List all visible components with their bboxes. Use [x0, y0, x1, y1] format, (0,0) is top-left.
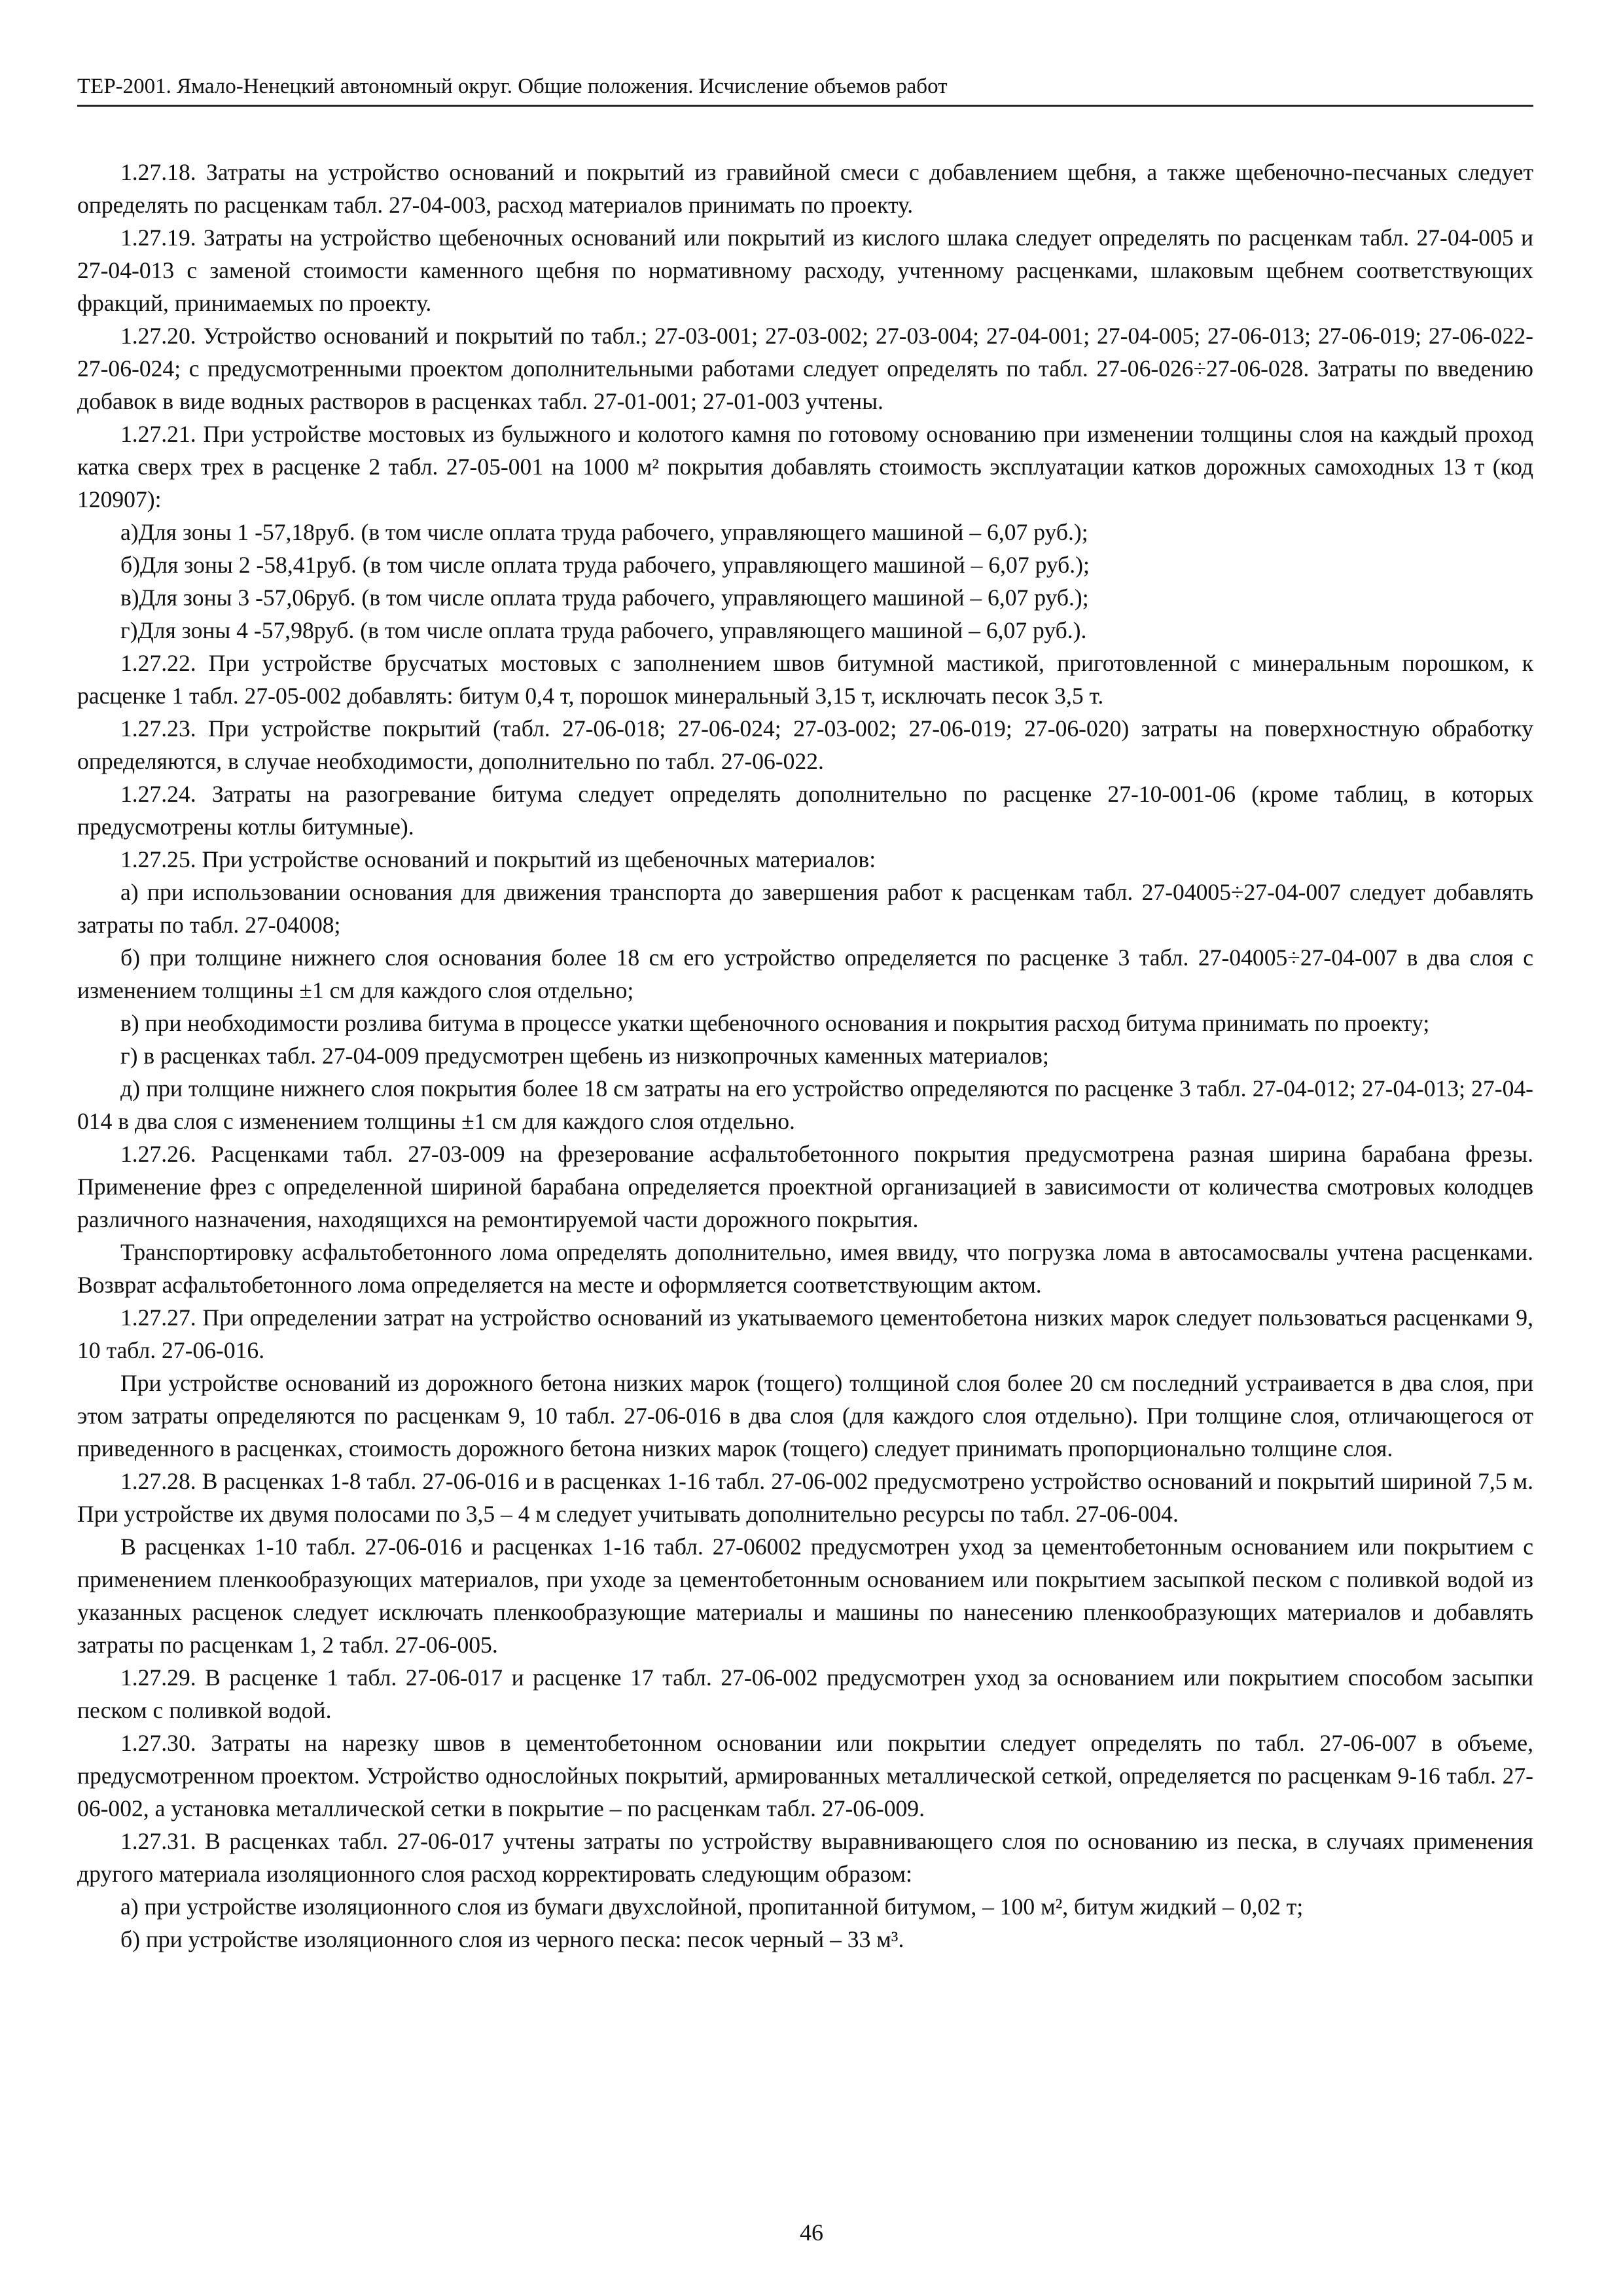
list-item-v: в) при необходимости розлива битума в процессе укатки щебеночного основания и покрытия расход битума принимать по проекту; [120, 1010, 1430, 1036]
paragraph-1-27-25: 1.27.25. При устройстве оснований и покрытий из щебеночных материалов: [120, 846, 876, 872]
paragraph-1-27-30: 1.27.30. Затраты на нарезку швов в цементобетонном основании или покрытии следует определять по табл. 27-06-007 в объеме, предусмотренном проектом. Устройство однослойных покрытий, армированных металлической сеткой, определяется по расценкам 9-16 табл. 27-06-002, а установка металлической сетки в покрытие – по расценкам табл. 27-06-009. [77, 1730, 1533, 1821]
paragraph-1-27-18: 1.27.18. Затраты на устройство оснований и покрытий из гравийной смеси с добавлением щебня, а также щебеночно-песчаных следует определять по расценкам табл. 27-04-003, расход материалов принимать по проекту. [77, 159, 1533, 218]
list-item-b: б) при толщине нижнего слоя основания более 18 см его устройство определяется по расценке 3 табл. 27-04005÷27-04-007 в два слоя с изменением толщины ±1 см для каждого слоя отдельно; [77, 944, 1533, 1003]
paragraph-1-27-22: 1.27.22. При устройстве брусчатых мостовых с заполнением швов битумной мастикой, приготовленной с минеральным порошком, к расценке 1 табл. 27-05-002 добавлять: битум 0,4 т, порошок минеральный 3,15 т, исключать песок 3,5 т. [77, 650, 1533, 709]
list-item-a: а) при использовании основания для движения транспорта до завершения работ к расценкам табл. 27-04005÷27-04-007 следует добавлять затраты по табл. 27-04008; [77, 879, 1533, 938]
paragraph-1-27-27: 1.27.27. При определении затрат на устройство оснований из укатываемого цементобетона низких марок следует пользоваться расценками 9, 10 табл. 27-06-016. [77, 1304, 1533, 1363]
paragraph-1-27-23: 1.27.23. При устройстве покрытий (табл. 27-06-018; 27-06-024; 27-03-002; 27-06-019; 27-06-020) затраты на поверхностную обработку определяются, в случае необходимости, дополнительно по табл. 27-06-022. [77, 715, 1533, 774]
list-item-d: д) при толщине нижнего слоя покрытия более 18 см затраты на его устройство определяются по расценке 3 табл. 27-04-012; 27-04-013; 27-04-014 в два слоя с изменением толщины ±1 см для каждого слоя отдельно. [77, 1075, 1533, 1134]
running-header: ТЕР-2001. Ямало-Ненецкий автономный округ. Общие положения. Исчисление объемов работ [77, 73, 1533, 107]
paragraph-1-27-19: 1.27.19. Затраты на устройство щебеночных оснований или покрытий из кислого шлака следует определять по расценкам табл. 27-04-005 и 27-04-013 с заменой стоимости каменного щебня по нормативному расходу, учтенному расценками, шлаковым щебнем соответствующих фракций, принимаемых по проекту. [77, 224, 1533, 316]
paragraph-1-27-24: 1.27.24. Затраты на разогревание битума следует определять дополнительно по расценке 27-10-001-06 (кроме таблиц, в которых предусмотрены котлы битумные). [77, 781, 1533, 840]
list-item-paper-layer: а) при устройстве изоляционного слоя из бумаги двухслойной, пропитанной битумом, – 100 м², битум жидкий – 0,02 т; [120, 1893, 1304, 1920]
paragraph-transport: Транспортировку асфальтобетонного лома определять дополнительно, имея ввиду, что погрузка лома в автосамосвалы учтена расценками. Возврат асфальтобетонного лома определяется на месте и оформляется соответствующим актом. [77, 1239, 1533, 1298]
page-number: 46 [800, 2219, 823, 2246]
paragraph-1-27-28: 1.27.28. В расценках 1-8 табл. 27-06-016 и в расценках 1-16 табл. 27-06-002 предусмотрено устройство оснований и покрытий шириной 7,5 м. При устройстве их двумя полосами по 3,5 – 4 м следует учитывать дополнительно ресурсы по табл. 27-06-004. [77, 1468, 1533, 1527]
list-item-zone-3: в)Для зоны 3 -57,06руб. (в том числе оплата труда рабочего, управляющего машиной – 6,07 руб.); [120, 584, 1089, 611]
list-item-black-sand: б) при устройстве изоляционного слоя из черного песка: песок черный – 33 м³. [120, 1926, 904, 1952]
paragraph-1-27-26: 1.27.26. Расценками табл. 27-03-009 на фрезерование асфальтобетонного покрытия предусмотрена разная ширина барабана фрезы. Применение фрез с определенной шириной барабана определяется проектной организацией в зависимости от количества смотровых колодцев различного назначения, находящихся на ремонтируемой части дорожного покрытия. [77, 1141, 1533, 1232]
paragraph-lean-concrete: При устройстве оснований из дорожного бетона низких марок (тощего) толщиной слоя более 20 см последний устраивается в два слоя, при этом затраты определяются по расценкам 9, 10 табл. 27-06-016 в два слоя (для каждого слоя отдельно). При толщине слоя, отличающегося от приведенного в расценках, стоимость дорожного бетона низких марок (тощего) следует принимать пропорционально толщине слоя. [77, 1370, 1533, 1462]
paragraph-1-27-21: 1.27.21. При устройстве мостовых из булыжного и колотого камня по готовому основанию при изменении толщины слоя на каждый проход катка сверх трех в расценке 2 табл. 27-05-001 на 1000 м² покрытия добавлять стоимость эксплуатации катков дорожных самоходных 13 т (код 120907): [77, 421, 1533, 512]
list-item-zone-2: б)Для зоны 2 -58,41руб. (в том числе оплата труда рабочего, управляющего машиной – 6,07 руб.); [120, 552, 1090, 578]
main-text [77, 156, 1533, 1956]
paragraph-1-27-29: 1.27.29. В расценке 1 табл. 27-06-017 и расценке 17 табл. 27-06-002 предусмотрен уход за основанием или покрытием способом засыпки песком с поливкой водой. [77, 1664, 1533, 1723]
list-item-zone-4: г)Для зоны 4 -57,98руб. (в том числе оплата труда рабочего, управляющего машиной – 6,07 руб.). [120, 617, 1087, 643]
paragraph-curing: В расценках 1-10 табл. 27-06-016 и расценках 1-16 табл. 27-06002 предусмотрен уход за цементобетонным основанием или покрытием с применением пленкообразующих материалов, при уходе за цементобетонным основанием или покрытием засыпкой песком с поливкой водой из указанных расценок следует исключать пленкообразующие материалы и машины по нанесению пленкообразующих материалов и добавлять затраты по расценкам 1, 2 табл. 27-06-005. [77, 1534, 1533, 1658]
paragraph-1-27-31: 1.27.31. В расценках табл. 27-06-017 учтены затраты по устройству выравнивающего слоя по основанию из песка, в случаях применения другого материала изоляционного слоя расход корректировать следующим образом: [77, 1828, 1533, 1887]
paragraph-1-27-20: 1.27.20. Устройство оснований и покрытий по табл.; 27-03-001; 27-03-002; 27-03-004; 27-04-001; 27-04-005; 27-06-013; 27-06-019; 27-06-022-27-06-024; с предусмотренными проектом дополнительными работами следует определять по табл. 27-06-026÷27-06-028. Затраты по введению добавок в виде водных растворов в расценках табл. 27-01-001; 27-01-003 учтены. [77, 323, 1533, 414]
list-item-g: г) в расценках табл. 27-04-009 предусмотрен щебень из низкопрочных каменных материалов; [120, 1043, 1049, 1069]
list-item-zone-1: а)Для зоны 1 -57,18руб. (в том числе оплата труда рабочего, управляющего машиной – 6,07 руб.); [120, 519, 1088, 545]
